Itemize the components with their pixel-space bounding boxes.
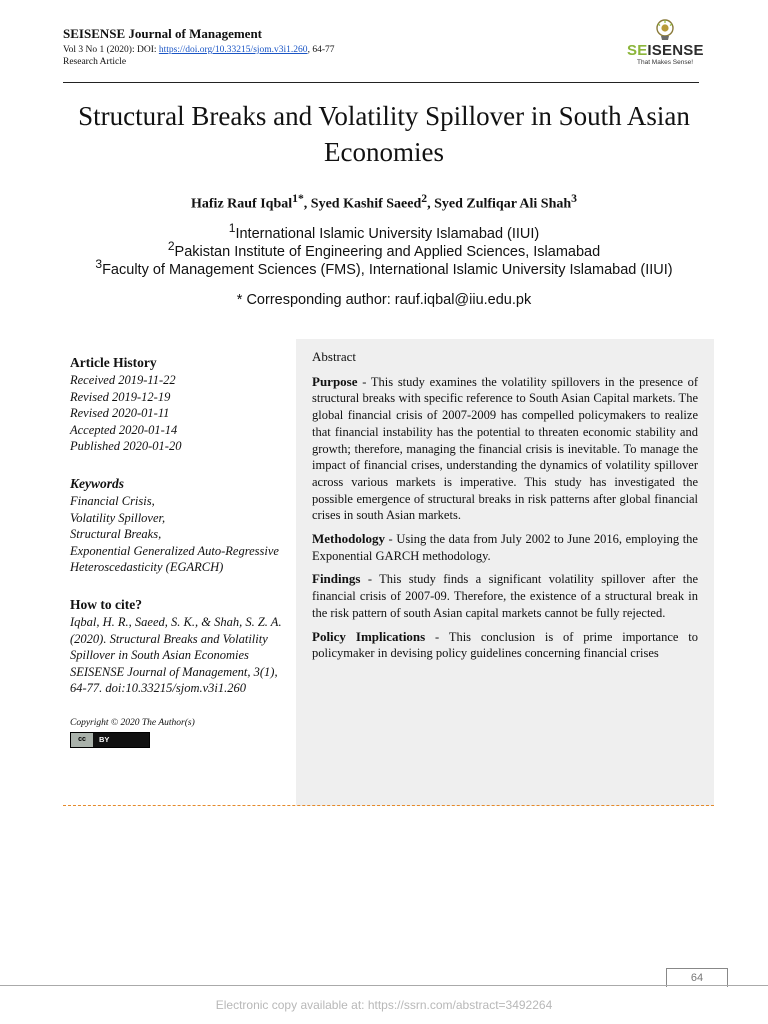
logo-wordmark: SEISENSE (627, 42, 704, 59)
article-sidebar (70, 354, 286, 748)
author-affil-marker: 2 (421, 192, 428, 205)
history-item: Revised 2019-12-19 (70, 389, 171, 404)
keyword: Structural Breaks, (70, 527, 162, 542)
abstract-purpose: Purpose - This study examines the volatility spillovers in the presence of structural breaks with specific reference to South Asian Capital markets. The global financial crisis of 2007-2009 has compelled policymakers to realize that financial instability has the potential to threaten economic stability and growth; therefore, managing the financial crisis is inevitable. To manage the impact of financial crises, understanding the dynamics of volatility spillover across various markets is imperative. This study has investigated the possible emergence of structural breaks in risk patterns after global financial crises in south Asian markets. (312, 373, 698, 523)
cc-by-license-badge[interactable] (70, 732, 150, 748)
lightbulb-icon (654, 18, 676, 42)
author-list: Hafiz Rauf Iqbal$^{1*}$, Syed Kashif Saeed$^2$, Syed Zulfiqar Ali Shah$^3$ (191, 192, 577, 212)
page-number: 64 (666, 968, 728, 987)
keyword: Financial Crisis, (70, 493, 155, 508)
history-heading: Article History (70, 355, 157, 370)
history-item: Published 2020-01-20 (70, 439, 182, 454)
article-history (70, 354, 286, 455)
volume-info: Vol 3 No 1 (2020): DOI: (63, 45, 159, 55)
page-range: , 64-77 (307, 45, 335, 55)
author-name: Syed Kashif Saeed (310, 196, 422, 212)
header-divider (63, 82, 699, 83)
author-affil-marker: 3 (571, 192, 577, 205)
cite-heading: How to cite? (70, 596, 142, 612)
abstract-content (312, 349, 698, 669)
abstract-methodology: Methodology - Using the data from July 2002 to June 2016, employing the Exponential GARCH methodology. (312, 531, 698, 563)
abstract-policy-implications: Policy Implications - This conclusion is of prime importance to policymaker in devising policy guidelines concerning financial crises (312, 628, 699, 661)
license-by-label: BY (99, 734, 110, 744)
ssrn-availability-note: Electronic copy available at: https://ssrn.com/abstract=3492264 (215, 998, 553, 1012)
author-name: Hafiz Rauf Iqbal (191, 196, 293, 212)
citation-text: Iqbal, H. R., Saeed, S. K., & Shah, S. Z. A. (2020). Structural Breaks and Volatility Spillover in South Asian Economies SEISENSE Journal of Management, 3(1), 64-77. doi:10.33215/sjom.v3i1.260 (70, 614, 282, 696)
keyword: Exponential Generalized Auto-Regressive Heteroscedasticity (EGARCH) (70, 543, 279, 575)
citation-section (70, 596, 286, 697)
journal-header (63, 26, 703, 68)
footer-divider (0, 985, 768, 986)
history-item: Revised 2020-01-11 (70, 406, 170, 421)
affiliation: $^2$Pakistan Institute of Engineering and Applied Sciences, Islamabad (167, 239, 601, 260)
affiliation: $^3$Faculty of Management Sciences (FMS), International Islamic University Islamabad (IIUI) (95, 257, 673, 278)
keywords-heading: Keywords (70, 475, 124, 491)
keyword: Volatility Spillover, (70, 510, 166, 525)
history-item: Accepted 2020-01-14 (70, 422, 178, 437)
paper-title: Structural Breaks and Volatility Spillover in South Asian Economies (78, 101, 690, 167)
logo-tagline: That Makes Sense! (637, 59, 693, 66)
keywords-section (70, 475, 286, 576)
doi-link[interactable]: https://doi.org/10.33215/sjom.v3i1.260 (158, 45, 308, 55)
author-name: Syed Zulfiqar Ali Shah (434, 196, 572, 212)
volume-line (63, 44, 703, 56)
abstract-heading: Abstract (312, 349, 357, 364)
seisense-logo (627, 18, 703, 67)
creative-commons-icon: cc (71, 733, 93, 747)
article-type: Research Article (63, 57, 127, 67)
journal-name: SEISENSE Journal of Management (63, 26, 262, 41)
abstract-box (296, 339, 714, 806)
author-affil-marker: 1* (292, 192, 304, 205)
history-item: Received 2019-11-22 (70, 373, 176, 387)
abstract-findings: Findings - This study finds a significant volatility spillover after the financial crisis of 2007-09. Therefore, the existence of a structural break in the risk pattern of south Asian capital markets cannot be fully rejected. (312, 571, 698, 620)
section-divider (63, 805, 714, 806)
corresponding-author: * Corresponding author: rauf.iqbal@iiu.edu.pk (236, 292, 532, 308)
affiliation: $^1$International Islamic University Islamabad (IIUI) (228, 221, 540, 242)
copyright-notice: Copyright © 2020 The Author(s) (70, 717, 195, 728)
